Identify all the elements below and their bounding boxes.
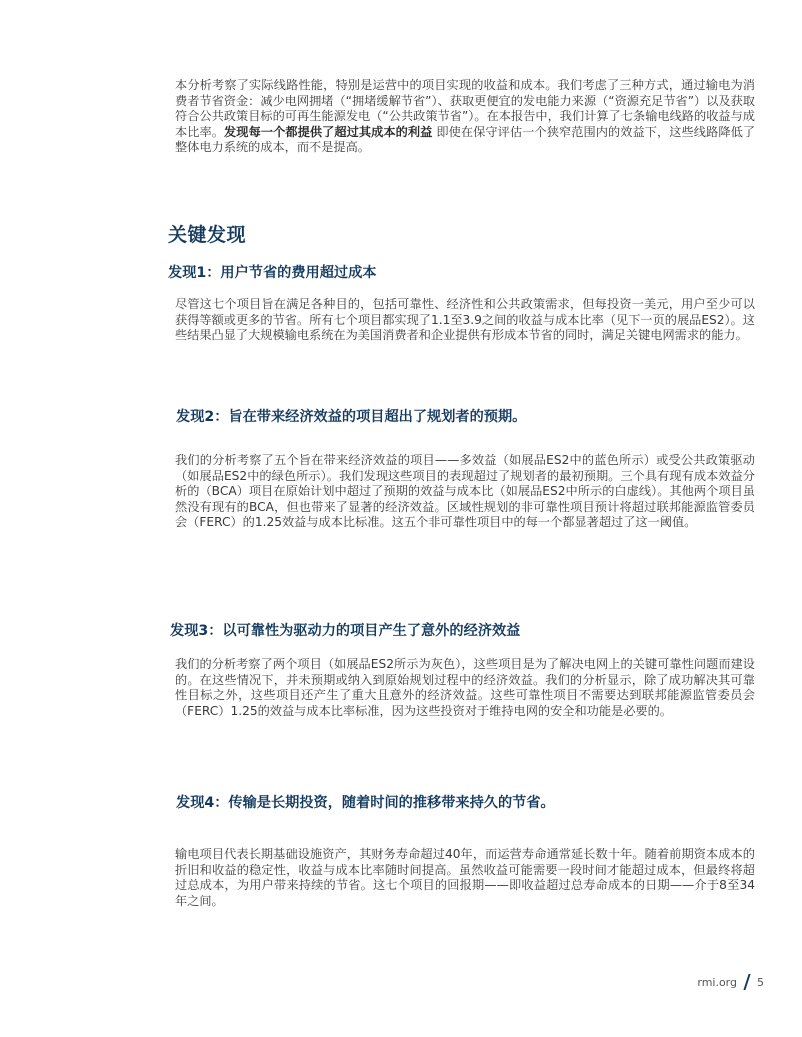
page-number: 5	[757, 975, 764, 989]
intro-paragraph	[175, 78, 755, 156]
finding-4-body: 输电项目代表长期基础设施资产，其财务寿命超过40年，而运营寿命通常延长数十年。随着前期资本成本的折旧和收益的稳定性，收益与成本比率随时间提高。虽然收益可能需要一段时间才能超过成本，但最终将超过总成本，为用户带来持续的节省。这七个项目的回报期——即收益超过总寿命成本的日期——介于8至34年之间。	[175, 847, 755, 908]
finding-1-body: 尽管这七个项目旨在满足各种目的，包括可靠性、经济性和公共政策需求，但每投资一美元，用户至少可以获得等额或更多的节省。所有七个项目都实现了1.1至3.9之间的收益与成本比率（见下一页的展品ES2）。这些结果凸显了大规模输电系统在为美国消费者和企业提供有形成本节省的同时，满足关键电网需求的能力。	[175, 297, 755, 343]
section-title: 关键发现	[168, 224, 247, 246]
intro-text-2: 即使在保守评估一个狭窄范围内的效益下，这些线路降低了整体电力系统的成本，而不是提高。	[175, 124, 756, 155]
finding-3-body: 我们的分析考察了两个项目（如展品ES2所示为灰色），这些项目是为了解决电网上的关键可靠性问题而建设的。在这些情况下，并未预期或纳入到原始规划过程中的经济效益。我们的分析显示，除了成功解决其可靠性目标之外，这些项目还产生了重大且意外的经济效益。这些可靠性项目不需要达到联邦能源监管委员会（FERC）1.25的效益与成本比率标准，因为这些投资对于维持电网的安全和功能是必要的。	[175, 657, 755, 718]
footer-site-link[interactable]: rmi.org	[697, 975, 737, 989]
page-footer	[697, 974, 764, 990]
intro-text-1: 本分析考察了实际线路性能，特别是运营中的项目实现的收益和成本。我们考虑了三种方式，通过输电为消费者节省资金：减少电网拥堵（“拥堵缓解节省”）、获取更便宜的发电能力来源（“资源充足节省”）以及获取符合公共政策目标的可再生能源发电（“公共政策节省”）。在本报告中，我们计算了七条输电线路的收益与成本比率。	[175, 78, 755, 139]
finding-2-title: 发现2：旨在带来经济效益的项目超出了规划者的预期。	[176, 409, 527, 425]
finding-2-body: 我们的分析考察了五个旨在带来经济效益的项目——多效益（如展品ES2中的蓝色所示）或受公共政策驱动（如展品ES2中的绿色所示）。我们发现这些项目的表现超过了规划者的最初预期。三个具有现有成本效益分析的（BCA）项目在原始计划中超过了预期的效益与成本比（如展品ES2中所示的白虚线）。其他两个项目虽然没有现有的BCA，但也带来了显著的经济效益。区域性规划的非可靠性项目预计将超过联邦能源监管委员会（FERC）的1.25效益与成本比标准。这五个非可靠性项目中的每一个都显著超过了这一阈值。	[175, 453, 755, 530]
intro-highlight: 发现每一个都提供了超过其成本的利益	[224, 124, 433, 139]
finding-4-title: 发现4：传输是长期投资，随着时间的推移带来持久的节省。	[176, 795, 555, 811]
finding-1-title: 发现1：用户节省的费用超过成本	[168, 265, 377, 281]
footer-divider	[743, 974, 750, 990]
finding-3-title: 发现3：以可靠性为驱动力的项目产生了意外的经济效益	[170, 623, 521, 639]
